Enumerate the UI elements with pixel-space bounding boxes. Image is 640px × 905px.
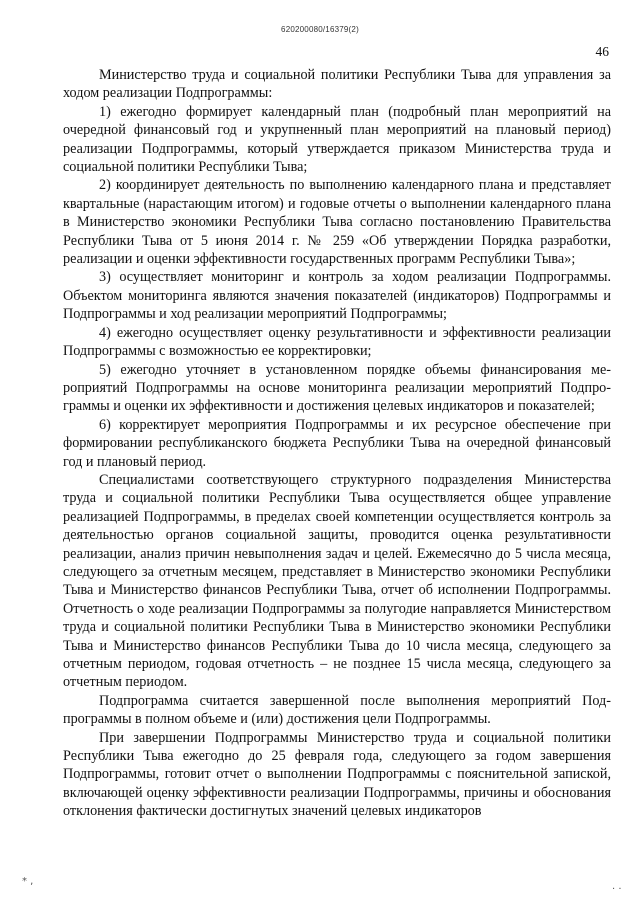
paragraph-item-4: 4) ежегодно осуществляет оценку результативности и эффективности реализации Подпрограммы с возможностью ее корректировки; [63,324,611,360]
document-body [63,66,611,821]
paragraph-final-report: При завершении Подпрограммы Министерство труда и социальной политики Республики Тыва ежегодно до 25 февраля года, следующего за годом завершения Подпрограммы, готовит отчет о выполнении Подпрограммы с пояснительной запиской, включающей оценку эффективности реализации Подпрограммы, причины и обоснования отклонения фактически достигнутых значений целевых индикаторов [63,729,611,820]
paragraph-completion: Подпрограмма считается завершенной после выполнения мероприятий Подпрограммы в полном объеме и (или) достижения цели Подпрограммы. [63,692,611,728]
paragraph-management: Специалистами соответствующего структурного подразделения Министерства труда и социальной политики Республики Тыва осуществляется общее управление реализацией Подпрограммы, в пределах своей компетенции осуществляется контроль за деятельностью органов социальной защиты, проводится оценка результативности реализации, анализ причин невыполнения задач и целей. Ежемесячно до 5 числа месяца, следующего за отчетным месяцем, представляет в Министерство экономики Республики Тыва и Министерство финансов Республики Тыва, отчет об исполнении Подпрограммы. Отчетность о ходе реализации Подпрограммы за полугодие направляется Министерством труда и социальной политики Республики Тыва в Министерство экономики Республики Тыва и Министерство финансов Республики Тыва до 10 числа месяца, следующего за отчетным периодом, годовая отчетность – не позднее 15 числа месяца, следующего за отчетным периодом. [63,471,611,691]
scan-mark-right: · · [612,884,622,895]
paragraph-item-2: 2) координирует деятельность по выполнению календарного плана и представляет квартальные (нарастающим итогом) и годовые отчеты о выполнении календарного плана в Министерство экономики Республики Тыва согласно постановлению Правительства Республики Тыва от 5 июня 2014 г. № 259 «Об утверждении Порядка разработки, реализации и оценки эффективности государственных программ Республики Тыва»; [63,177,611,268]
paragraph-intro: Министерство труда и социальной политики Республики Тыва для управления за ходом реализации Подпрограммы: [63,67,611,102]
document-id: 620200080/16379(2) [281,25,359,34]
paragraph-item-6: 6) корректирует мероприятия Подпрограммы и их ресурсное обеспечение при формировании республиканского бюджета Республики Тыва на очередной финансовый год и плановый период. [63,416,611,470]
paragraph-item-3: 3) осуществляет мониторинг и контроль за ходом реализации Подпрограммы. Объектом мониторинга являются значения показателей (индикаторов) Подпрограммы и Подпрограммы и ход реализации мероприятий Подпрограммы; [63,269,611,323]
paragraph-item-1: 1) ежегодно формирует календарный план (подробный план мероприятий на очередной финансовый год и укрупненный план мероприятий на плановый период) реализации Подпрограммы, который утверждается приказом Министерства труда и социальной политики Республики Тыва; [63,103,611,176]
paragraph-item-5: 5) ежегодно уточняет в установленном порядке объемы финансирования мероприятий Подпрограммы на основе мониторинга реализации мероприятий Подпрограммы и оценки их эффективности и достижения целевых индикаторов и показателей; [63,361,611,415]
page-number: 46 [595,44,609,59]
scan-mark-left: * , [22,876,34,887]
